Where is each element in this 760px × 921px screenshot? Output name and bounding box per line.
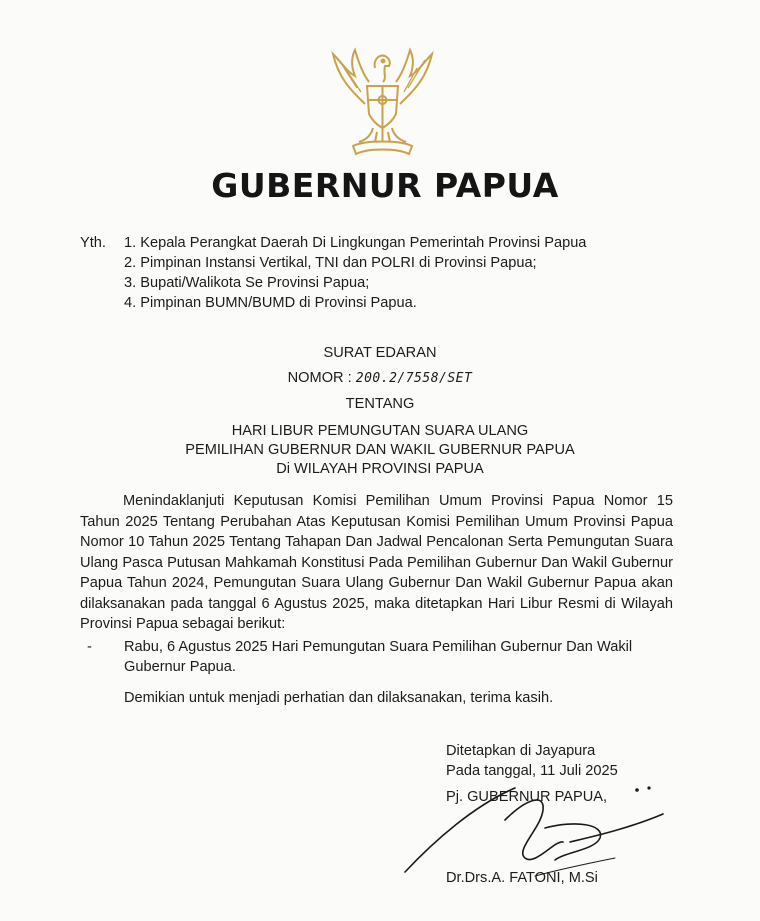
subject-line: Di WILAYAH PROVINSI PAPUA [276,461,484,477]
body-paragraph [80,491,673,635]
letter-number-value: 200.2/7558/SET [355,371,473,386]
page-title: GUBERNUR PAPUA [211,166,559,205]
closing-text: Demikian untuk menjadi perhatian dan dilaksanakan, terima kasih. [124,690,554,706]
signature-place: Ditetapkan di Jayapura [446,743,596,759]
bullet-dash: - [87,639,92,655]
recipient-item: 2. Pimpinan Instansi Vertikal, TNI dan POLRI di Provinsi Papua; [124,255,537,271]
letter-about: TENTANG [345,396,415,412]
letter-type: SURAT EDARAN [323,345,437,361]
letter-number [0,368,760,389]
subject-line: PEMILIHAN GUBERNUR DAN WAKIL GUBERNUR PAPUA [185,442,575,458]
bullet-text: Rabu, 6 Agustus 2025 Hari Pemungutan Suara Pemilihan Gubernur Dan Wakil Gubernur Papua. [124,639,633,675]
subject-line: HARI LIBUR PEMUNGUTAN SUARA ULANG [231,423,529,439]
recipient-label: Yth. [80,235,106,251]
recipient-item: 4. Pimpinan BUMN/BUMD di Provinsi Papua. [124,295,417,311]
garuda-emblem [325,42,440,160]
signature-date: Pada tanggal, 11 Juli 2025 [446,763,618,779]
body-paragraph-text: Menindaklanjuti Keputusan Komisi Pemilihan Umum Provinsi Papua Nomor 15 Tahun 2025 Tentang Perubahan Atas Keputusan Komisi Pemilihan Umum Provinsi Papua Nomor 10 Tahun 2025 Tentang Tahapan Dan Jadwal Pencalonan Serta Pemungutan Suara Ulang Pasca Putusan Mahkamah Konstitusi Pada Pemilihan Gubernur Dan Wakil Gubernur Papua Tahun 2024, Pemungutan Suara Ulang Gubernur Dan Wakil Gubernur Papua akan dilaksanakan pada tanggal 6 Agustus 2025, maka ditetapkan Hari Libur Resmi di Wilayah Provinsi Papua sebagai berikut: [80,493,673,632]
recipient-item: 3. Bupati/Walikota Se Provinsi Papua; [124,275,370,291]
signature-name: Dr.Drs.A. FATONI, M.Si [446,870,598,886]
recipient-item: 1. Kepala Perangkat Daerah Di Lingkungan Pemerintah Provinsi Papua [124,235,587,251]
signature-position: Pj. GUBERNUR PAPUA, [446,789,608,805]
letter-number-label: NOMOR : [287,370,352,386]
